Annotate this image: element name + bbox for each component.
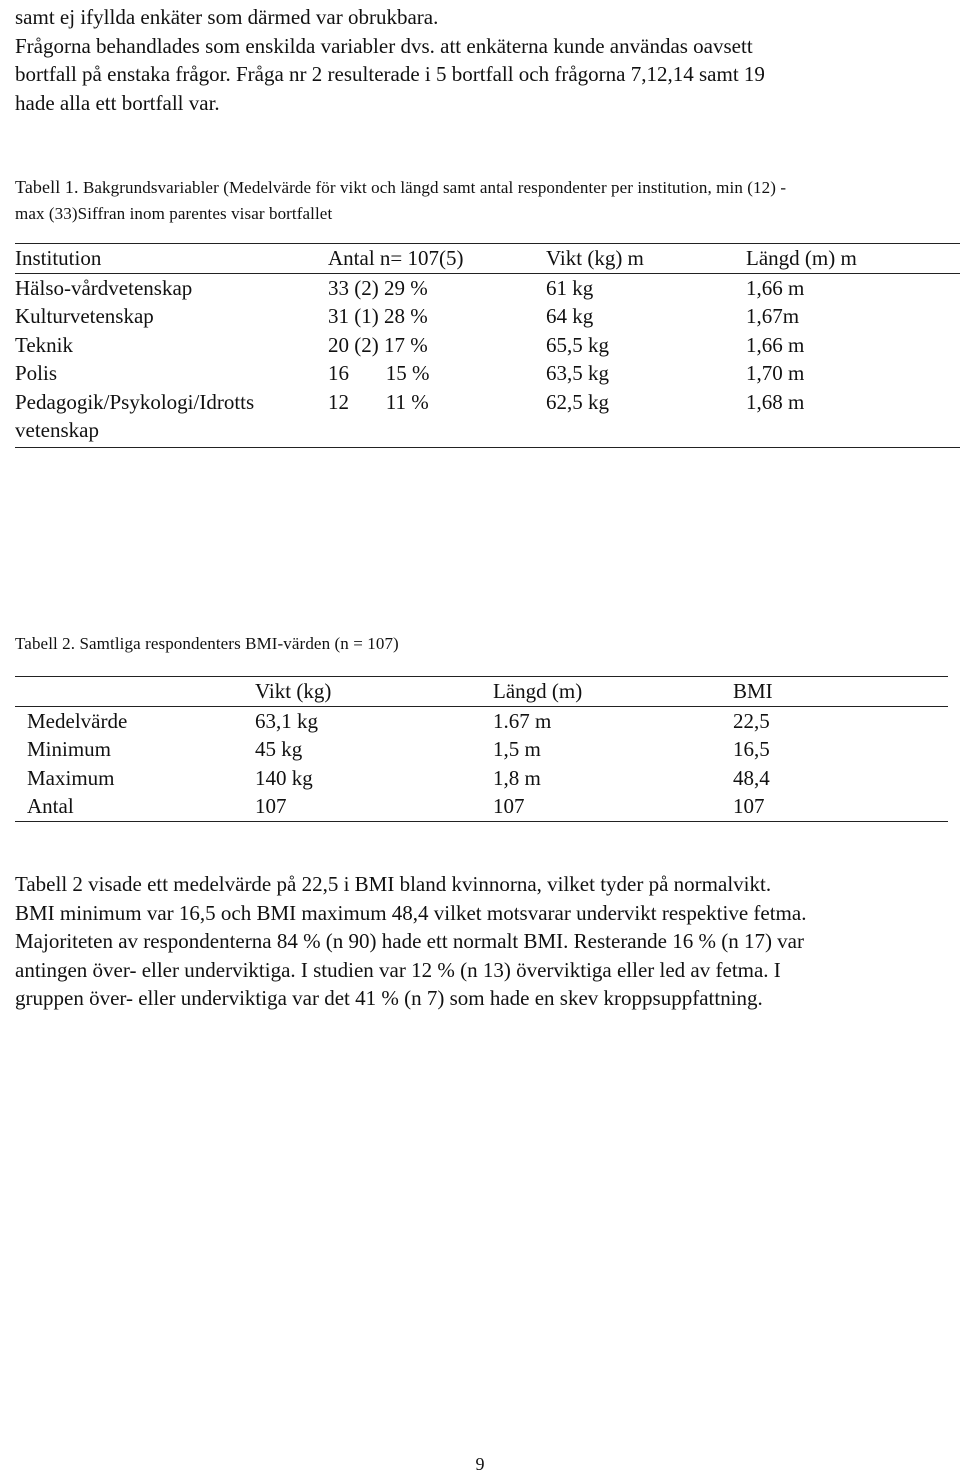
table-row — [15, 359, 960, 388]
table-cell: 140 kg — [255, 765, 313, 790]
table1-header-cell: Längd (m) m — [746, 244, 960, 274]
table2-caption: Tabell 2. Samtliga respondenters BMI-värden (n = 107) — [15, 634, 399, 653]
table-cell: Medelvärde — [27, 708, 128, 733]
table-cell: 1.67 m — [493, 708, 552, 733]
table-cell: 1,66 m — [746, 332, 805, 357]
table-cell: 1,66 m — [746, 275, 805, 300]
table-cell: Kulturvetenskap — [15, 304, 154, 328]
table-cell: Maximum — [27, 765, 115, 790]
table2-header-row — [15, 677, 948, 707]
table-cell: 1,70 m — [746, 361, 805, 385]
results-line: antingen över- eller underviktiga. I studien var 12 % (n 13) överviktiga eller led av fetma. I — [15, 957, 781, 982]
results-line: gruppen över- eller underviktiga var det 41 % (n 7) som hade en skev kroppsuppfattning. — [15, 986, 763, 1010]
table1-header-cell: Institution — [15, 244, 328, 274]
table-cell: 107 — [255, 794, 287, 818]
table1-caption-label: Tabell 1. — [15, 177, 79, 197]
table-cell: 20 (2) 17 % — [328, 332, 428, 357]
table-cell: Antal — [27, 794, 74, 818]
table1 — [15, 243, 960, 448]
results-line: Majoriteten av respondenterna 84 % (n 90) hade ett normalt BMI. Resterande 16 % (n 17) var — [15, 929, 804, 953]
table-row — [15, 792, 948, 821]
table-row — [15, 273, 960, 302]
table-cell: 45 kg — [255, 737, 303, 761]
table1-caption-text: Bakgrundsvariabler (Medelvärde för vikt och längd samt antal respondenter per institution, min (12) - — [78, 178, 787, 197]
results-line: BMI minimum var 16,5 och BMI maximum 48,4 vilket motsvarar undervikt respektive fetma. — [15, 900, 807, 925]
table-cell: Polis — [15, 361, 58, 385]
table-row — [15, 735, 948, 764]
table-cell: 65,5 kg — [546, 332, 609, 357]
table2-header-cell: BMI — [733, 677, 948, 707]
table1-caption-text-2: max (33)Siffran inom parentes visar bortfallet — [15, 204, 333, 223]
intro-line: samt ej ifyllda enkäter som därmed var obrukbara. — [15, 5, 439, 29]
table-cell: 107 — [493, 794, 525, 818]
table-cell: 33 (2) 29 % — [328, 275, 428, 300]
table-cell: 61 kg — [546, 275, 594, 300]
table-cell: 1,8 m — [493, 765, 541, 790]
table-cell: 1,5 m — [493, 737, 541, 761]
table-cell: 12 11 % — [328, 389, 429, 414]
intro-paragraph — [15, 3, 950, 117]
intro-line: Frågorna behandlades som enskilda variabler dvs. att enkäterna kunde användas oavsett — [15, 33, 753, 58]
table-cell: Hälso-vårdvetenskap — [15, 275, 193, 300]
table-cell: 63,1 kg — [255, 708, 318, 733]
table-row — [15, 302, 960, 331]
table-row — [15, 764, 948, 793]
table-cell: 16,5 — [733, 737, 770, 761]
table-cell: Pedagogik/Psykologi/Idrotts vetenskap — [15, 389, 255, 442]
table-cell: Minimum — [27, 737, 112, 761]
table2-header-cell — [15, 677, 255, 707]
table1-header-cell: Vikt (kg) m — [546, 244, 746, 274]
table-cell: Teknik — [15, 332, 74, 357]
table-row — [15, 331, 960, 360]
table1-header-cell: Antal n= 107(5) — [328, 244, 546, 274]
table1-header-row — [15, 244, 960, 274]
table-cell: 16 15 % — [328, 361, 430, 385]
table-row — [15, 706, 948, 735]
table-row — [15, 388, 960, 448]
page-number: 9 — [475, 1454, 485, 1474]
table-cell: 63,5 kg — [546, 361, 609, 385]
table-cell: 31 (1) 28 % — [328, 304, 428, 328]
intro-line: bortfall på enstaka frågor. Fråga nr 2 resulterade i 5 bortfall och frågorna 7,12,14 samt 19 — [15, 62, 765, 86]
intro-line: hade alla ett bortfall var. — [15, 90, 220, 115]
table-cell: 107 — [733, 794, 765, 818]
table-cell: 22,5 — [733, 708, 770, 733]
table2 — [15, 676, 948, 822]
results-line: Tabell 2 visade ett medelvärde på 22,5 i BMI bland kvinnorna, vilket tyder på normalvikt. — [15, 872, 772, 896]
table-cell: 48,4 — [733, 765, 770, 790]
table-cell: 1,68 m — [746, 389, 805, 414]
table2-header-cell: Vikt (kg) — [255, 677, 493, 707]
table1-caption — [15, 174, 950, 227]
table-cell: 64 kg — [546, 304, 594, 328]
table2-header-cell: Längd (m) — [493, 677, 733, 707]
table-cell: 62,5 kg — [546, 389, 609, 414]
results-paragraph — [15, 870, 950, 1013]
table-cell: 1,67m — [746, 304, 800, 328]
